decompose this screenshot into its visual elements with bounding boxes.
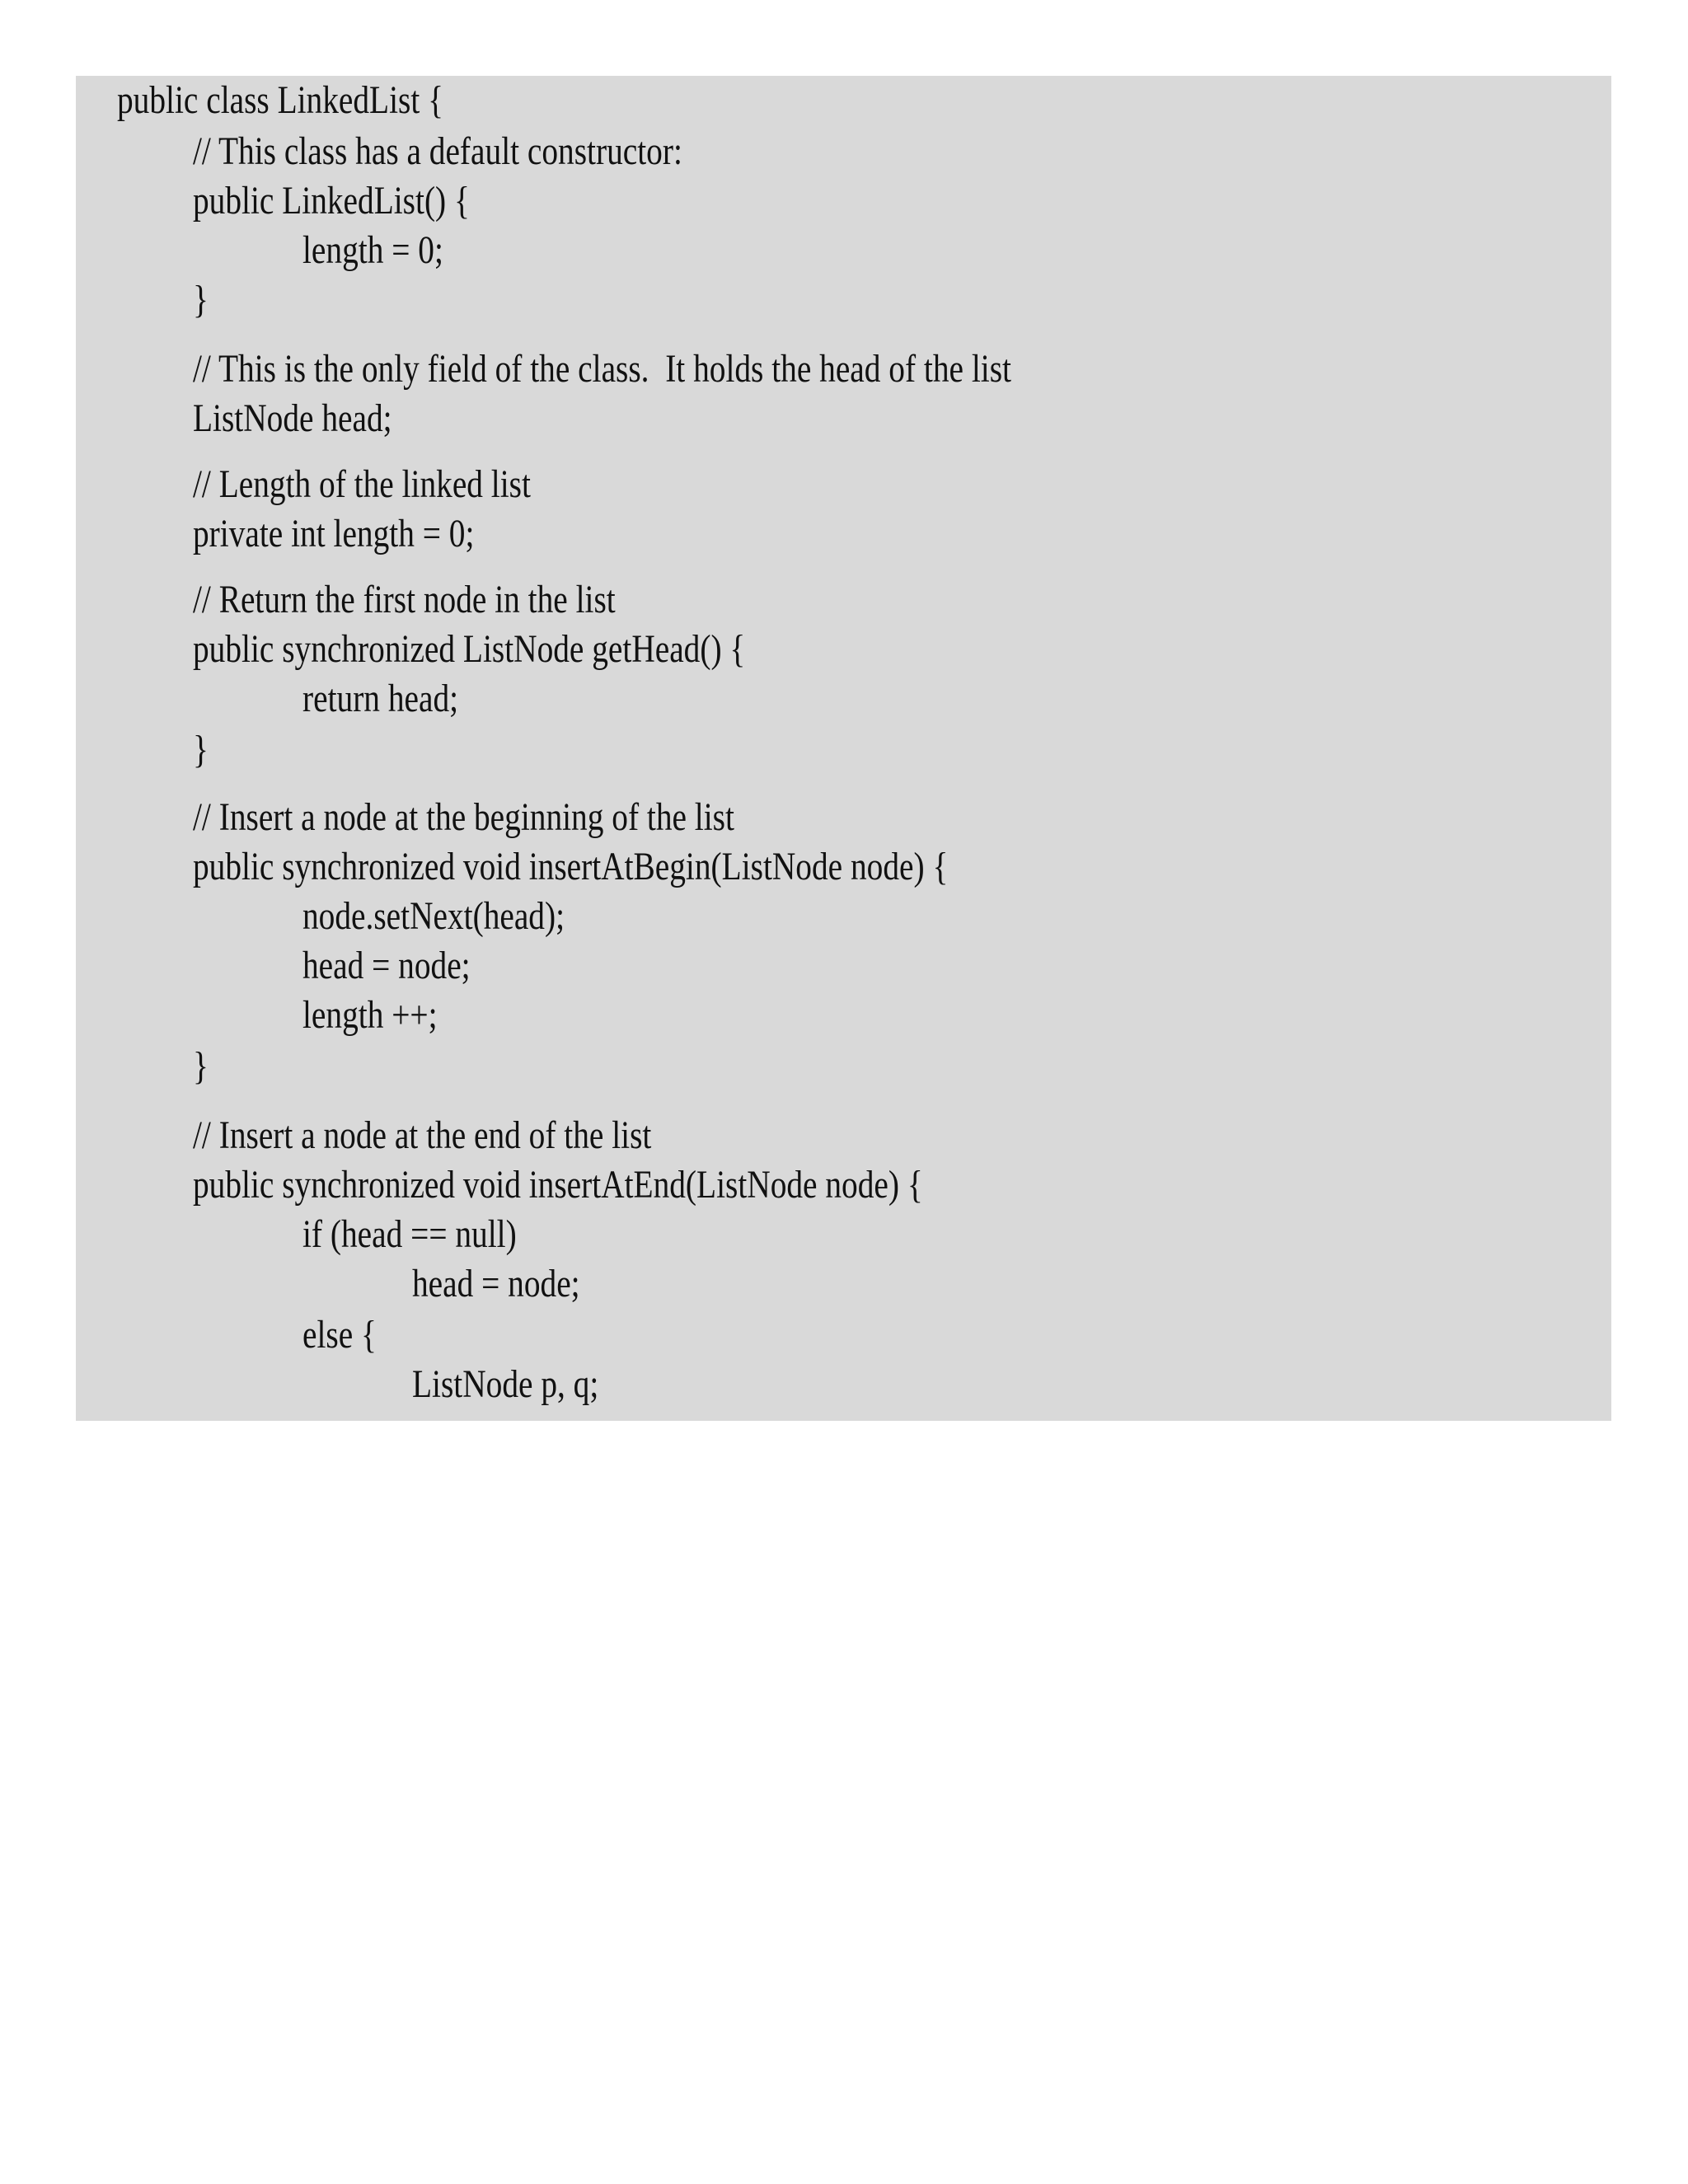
code-line: // Return the first node in the list	[193, 578, 616, 621]
code-line: }	[193, 278, 209, 321]
code-line: public synchronized void insertAtEnd(ListNode node) {	[193, 1163, 923, 1207]
code-line: return head;	[302, 677, 459, 720]
code-line: // This class has a default constructor:	[193, 129, 682, 173]
code-line: public synchronized void insertAtBegin(ListNode node) {	[193, 845, 949, 888]
code-line: }	[193, 728, 209, 771]
code-line: // Length of the linked list	[193, 462, 531, 506]
code-line: // Insert a node at the beginning of the list	[193, 795, 734, 839]
code-line: // Insert a node at the end of the list	[193, 1113, 652, 1157]
code-line: length ++;	[302, 993, 438, 1037]
code-line: node.setNext(head);	[302, 894, 565, 938]
code-line: else {	[302, 1313, 377, 1357]
code-line: // This is the only field of the class. It holds the head of the list	[193, 347, 1011, 391]
code-line: private int length = 0;	[193, 512, 475, 555]
code-line: ListNode p, q;	[412, 1362, 599, 1406]
code-line: head = node;	[412, 1262, 580, 1305]
code-line: public LinkedList() {	[193, 179, 470, 223]
code-line: length = 0;	[302, 228, 443, 272]
code-line: }	[193, 1044, 209, 1088]
code-line: head = node;	[302, 944, 471, 987]
code-line: if (head == null)	[302, 1212, 517, 1256]
code-listing-panel	[76, 76, 1611, 1421]
code-line: public class LinkedList {	[117, 78, 444, 122]
code-line: public synchronized ListNode getHead() {	[193, 627, 746, 671]
code-line: ListNode head;	[193, 396, 392, 440]
